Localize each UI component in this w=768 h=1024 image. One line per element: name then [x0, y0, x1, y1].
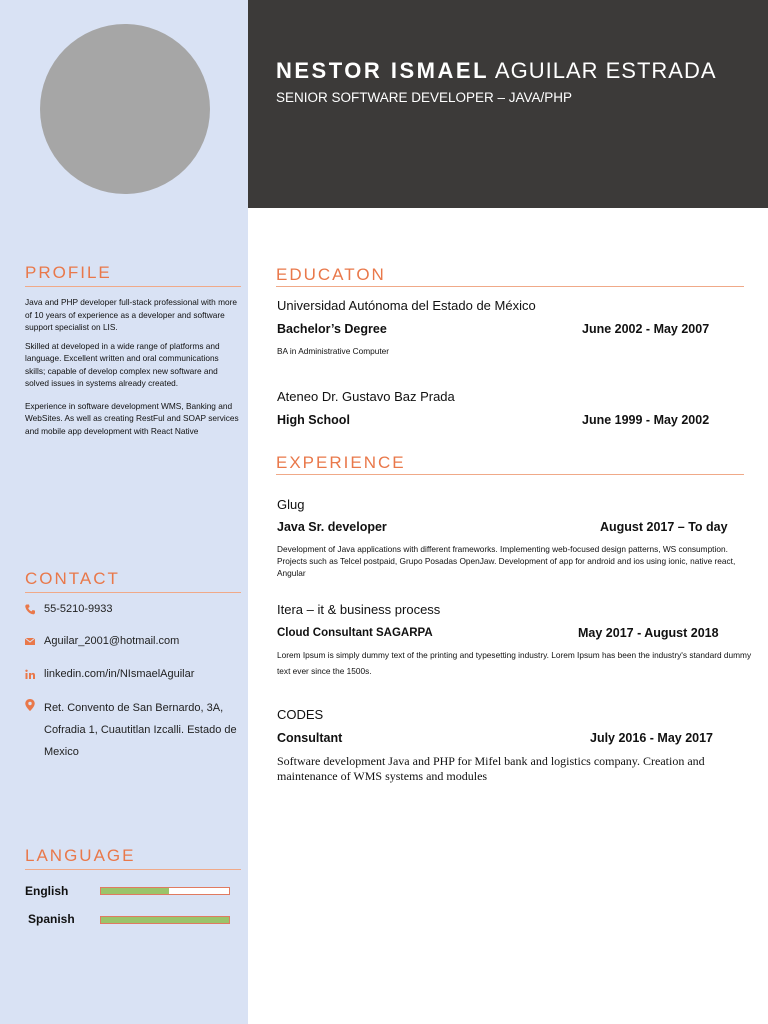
experience-divider — [276, 474, 744, 475]
profile-photo-placeholder — [40, 24, 210, 194]
email-text[interactable]: Aguilar_2001@hotmail.com — [44, 635, 180, 647]
company-name: Itera – it & business process — [277, 602, 441, 617]
location-pin-icon — [25, 699, 35, 711]
job-description: Software development Java and PHP for Mifel bank and logistics company. Creation and maintenance of WMS systems and modules — [277, 754, 705, 783]
job-role: Cloud Consultant SAGARPA — [277, 627, 433, 639]
job-dates: August 2017 – To day — [600, 520, 728, 534]
education-heading: EDUCATON — [276, 265, 386, 284]
language-level-fill — [101, 888, 169, 894]
company-name: CODES — [277, 707, 324, 722]
experience-heading: EXPERIENCE — [276, 453, 406, 472]
candidate-name — [276, 58, 717, 84]
institution-name: Universidad Autónoma del Estado de México — [277, 298, 536, 313]
email-icon — [25, 636, 35, 647]
job-description: Development of Java applications with different frameworks. Implementing web-focused design patterns, WS consumption. Projects such as Telcel postpaid, Grupo Posadas OpenJaw. Development of app for android and ios using ionic, native react, Angular — [277, 544, 736, 578]
education-dates: June 1999 - May 2002 — [582, 413, 710, 427]
last-name: AGUILAR ESTRADA — [494, 58, 717, 83]
degree-detail: BA in Administrative Computer — [277, 346, 390, 356]
job-dates: July 2016 - May 2017 — [590, 731, 713, 745]
profile-paragraph: Experience in software development WMS, Banking and WebSites. As well as creating RestFul and SOAP services and mobile app development with React Native — [25, 400, 239, 436]
first-name: NESTOR ISMAEL — [276, 58, 490, 83]
contact-divider — [25, 592, 241, 593]
education-dates: June 2002 - May 2007 — [582, 322, 710, 336]
company-name: Glug — [277, 497, 305, 512]
language-label: Spanish — [28, 912, 75, 926]
profile-divider — [25, 286, 241, 287]
degree-name: Bachelor’s Degree — [277, 322, 387, 336]
degree-name: High School — [277, 413, 350, 427]
language-heading: LANGUAGE — [25, 846, 136, 865]
institution-name: Ateneo Dr. Gustavo Baz Prada — [277, 389, 455, 404]
contact-heading: CONTACT — [25, 569, 120, 588]
job-description: Lorem Ipsum is simply dummy text of the printing and typesetting industry. Lorem Ipsum has been the industry's standard dummy text ever since the 1500s. — [277, 650, 752, 676]
job-title: SENIOR SOFTWARE DEVELOPER – JAVA/PHP — [276, 90, 573, 105]
language-level-bar — [100, 887, 230, 895]
profile-heading: PROFILE — [25, 263, 112, 282]
profile-text — [25, 296, 240, 443]
job-role: Java Sr. developer — [277, 520, 387, 534]
profile-paragraph: Skilled at developed in a wide range of platforms and language. Excellent written and oral communications skills; capable of develop complex new software and solved issues in systems already created. — [25, 340, 220, 388]
job-dates: May 2017 - August 2018 — [578, 626, 719, 640]
linkedin-text[interactable]: linkedin.com/in/NIsmaelAguilar — [44, 668, 195, 680]
address-text: Ret. Convento de San Bernardo, 3A, Cofradia 1, Cuautitlan Izcalli. Estado de Mexico — [44, 702, 237, 758]
linkedin-icon — [25, 669, 35, 680]
language-level-bar — [100, 916, 230, 924]
education-divider — [276, 286, 744, 287]
job-role: Consultant — [277, 731, 343, 745]
language-level-fill — [101, 917, 229, 923]
language-label: English — [25, 884, 69, 898]
profile-paragraph: Java and PHP developer full-stack professional with more of 10 years of experience as a developer and software support specialist on LIS. — [25, 297, 237, 332]
language-divider — [25, 869, 241, 870]
phone-icon — [25, 604, 35, 615]
phone-text: 55-5210-9933 — [44, 603, 113, 615]
